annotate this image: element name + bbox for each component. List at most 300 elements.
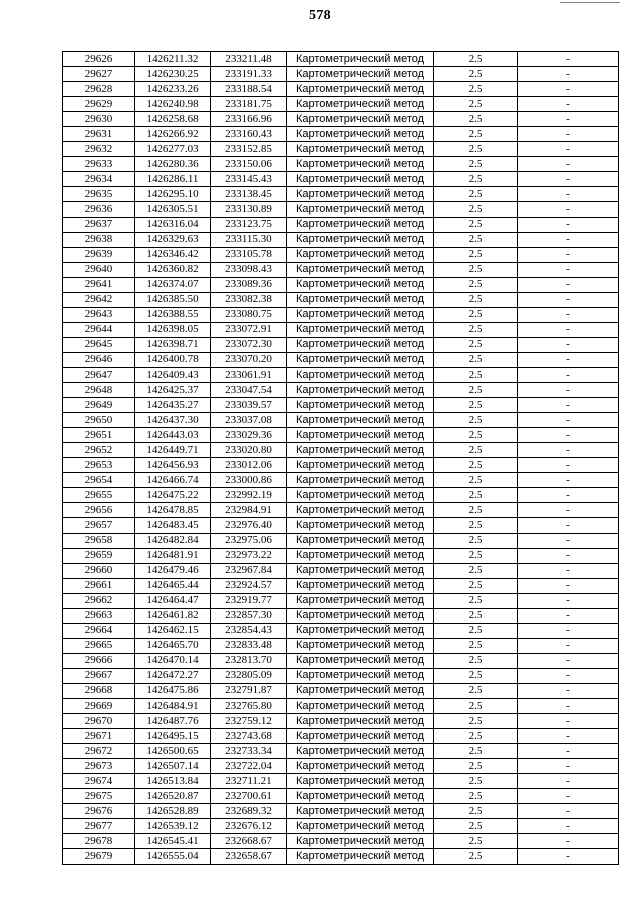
x-coordinate-cell: 1426449.71	[135, 443, 211, 458]
point-number-cell: 29636	[63, 202, 135, 217]
point-number-cell: 29648	[63, 383, 135, 398]
method-cell: Картометрический метод	[287, 443, 434, 458]
accuracy-cell: 2.5	[434, 428, 518, 443]
x-coordinate-cell: 1426329.63	[135, 232, 211, 247]
accuracy-cell: 2.5	[434, 232, 518, 247]
point-number-cell: 29643	[63, 307, 135, 322]
accuracy-cell: 2.5	[434, 638, 518, 653]
note-cell: -	[518, 112, 619, 127]
coordinates-table	[62, 51, 619, 865]
y-coordinate-cell: 233039.57	[211, 398, 287, 413]
point-number-cell: 29671	[63, 729, 135, 744]
point-number-cell: 29641	[63, 277, 135, 292]
table-row	[63, 127, 619, 142]
x-coordinate-cell: 1426277.03	[135, 142, 211, 157]
table-row	[63, 97, 619, 112]
point-number-cell: 29658	[63, 533, 135, 548]
method-cell: Картометрический метод	[287, 804, 434, 819]
note-cell: -	[518, 623, 619, 638]
point-number-cell: 29637	[63, 217, 135, 232]
y-coordinate-cell: 233115.30	[211, 232, 287, 247]
note-cell: -	[518, 563, 619, 578]
point-number-cell: 29653	[63, 458, 135, 473]
y-coordinate-cell: 232967.84	[211, 563, 287, 578]
point-number-cell: 29628	[63, 82, 135, 97]
method-cell: Картометрический метод	[287, 112, 434, 127]
accuracy-cell: 2.5	[434, 157, 518, 172]
table-row	[63, 217, 619, 232]
x-coordinate-cell: 1426385.50	[135, 292, 211, 307]
point-number-cell: 29655	[63, 488, 135, 503]
y-coordinate-cell: 232924.57	[211, 578, 287, 593]
method-cell: Картометрический метод	[287, 849, 434, 864]
y-coordinate-cell: 232854.43	[211, 623, 287, 638]
accuracy-cell: 2.5	[434, 804, 518, 819]
accuracy-cell: 2.5	[434, 67, 518, 82]
accuracy-cell: 2.5	[434, 774, 518, 789]
accuracy-cell: 2.5	[434, 744, 518, 759]
point-number-cell: 29662	[63, 593, 135, 608]
y-coordinate-cell: 233098.43	[211, 262, 287, 277]
note-cell: -	[518, 774, 619, 789]
accuracy-cell: 2.5	[434, 413, 518, 428]
accuracy-cell: 2.5	[434, 292, 518, 307]
method-cell: Картометрический метод	[287, 157, 434, 172]
note-cell: -	[518, 714, 619, 729]
note-cell: -	[518, 217, 619, 232]
table-row	[63, 112, 619, 127]
table-row	[63, 819, 619, 834]
x-coordinate-cell: 1426443.03	[135, 428, 211, 443]
y-coordinate-cell: 233020.80	[211, 443, 287, 458]
table-row	[63, 759, 619, 774]
method-cell: Картометрический метод	[287, 653, 434, 668]
point-number-cell: 29647	[63, 367, 135, 382]
y-coordinate-cell: 233089.36	[211, 277, 287, 292]
y-coordinate-cell: 232833.48	[211, 638, 287, 653]
y-coordinate-cell: 233037.08	[211, 413, 287, 428]
point-number-cell: 29630	[63, 112, 135, 127]
note-cell: -	[518, 699, 619, 714]
y-coordinate-cell: 232689.32	[211, 804, 287, 819]
accuracy-cell: 2.5	[434, 533, 518, 548]
accuracy-cell: 2.5	[434, 52, 518, 67]
method-cell: Картометрический метод	[287, 398, 434, 413]
x-coordinate-cell: 1426388.55	[135, 307, 211, 322]
table-row	[63, 638, 619, 653]
method-cell: Картометрический метод	[287, 142, 434, 157]
x-coordinate-cell: 1426481.91	[135, 548, 211, 563]
note-cell: -	[518, 789, 619, 804]
method-cell: Картометрический метод	[287, 744, 434, 759]
x-coordinate-cell: 1426305.51	[135, 202, 211, 217]
method-cell: Картометрический метод	[287, 548, 434, 563]
point-number-cell: 29659	[63, 548, 135, 563]
note-cell: -	[518, 413, 619, 428]
page-number: 578	[309, 8, 331, 23]
note-cell: -	[518, 849, 619, 864]
note-cell: -	[518, 578, 619, 593]
note-cell: -	[518, 67, 619, 82]
y-coordinate-cell: 232984.91	[211, 503, 287, 518]
y-coordinate-cell: 232975.06	[211, 533, 287, 548]
accuracy-cell: 2.5	[434, 548, 518, 563]
accuracy-cell: 2.5	[434, 187, 518, 202]
note-cell: -	[518, 819, 619, 834]
table-row	[63, 202, 619, 217]
method-cell: Картометрический метод	[287, 352, 434, 367]
point-number-cell: 29673	[63, 759, 135, 774]
table-row	[63, 337, 619, 352]
note-cell: -	[518, 834, 619, 849]
method-cell: Картометрический метод	[287, 638, 434, 653]
x-coordinate-cell: 1426478.85	[135, 503, 211, 518]
note-cell: -	[518, 277, 619, 292]
y-coordinate-cell: 233070.20	[211, 352, 287, 367]
y-coordinate-cell: 232722.04	[211, 759, 287, 774]
method-cell: Картометрический метод	[287, 563, 434, 578]
point-number-cell: 29674	[63, 774, 135, 789]
method-cell: Картометрический метод	[287, 488, 434, 503]
accuracy-cell: 2.5	[434, 367, 518, 382]
y-coordinate-cell: 233188.54	[211, 82, 287, 97]
y-coordinate-cell: 233072.91	[211, 322, 287, 337]
method-cell: Картометрический метод	[287, 307, 434, 322]
accuracy-cell: 2.5	[434, 352, 518, 367]
note-cell: -	[518, 352, 619, 367]
note-cell: -	[518, 262, 619, 277]
y-coordinate-cell: 233166.96	[211, 112, 287, 127]
note-cell: -	[518, 232, 619, 247]
y-coordinate-cell: 233012.06	[211, 458, 287, 473]
x-coordinate-cell: 1426500.65	[135, 744, 211, 759]
table-row	[63, 593, 619, 608]
point-number-cell: 29631	[63, 127, 135, 142]
point-number-cell: 29665	[63, 638, 135, 653]
table-row	[63, 232, 619, 247]
point-number-cell: 29649	[63, 398, 135, 413]
y-coordinate-cell: 232813.70	[211, 653, 287, 668]
x-coordinate-cell: 1426483.45	[135, 518, 211, 533]
point-number-cell: 29678	[63, 834, 135, 849]
accuracy-cell: 2.5	[434, 142, 518, 157]
y-coordinate-cell: 232700.61	[211, 789, 287, 804]
method-cell: Картометрический метод	[287, 683, 434, 698]
accuracy-cell: 2.5	[434, 172, 518, 187]
x-coordinate-cell: 1426240.98	[135, 97, 211, 112]
y-coordinate-cell: 232676.12	[211, 819, 287, 834]
note-cell: -	[518, 638, 619, 653]
point-number-cell: 29667	[63, 668, 135, 683]
y-coordinate-cell: 233130.89	[211, 202, 287, 217]
page-edge-line	[560, 2, 620, 3]
note-cell: -	[518, 668, 619, 683]
accuracy-cell: 2.5	[434, 458, 518, 473]
method-cell: Картометрический метод	[287, 533, 434, 548]
method-cell: Картометрический метод	[287, 714, 434, 729]
point-number-cell: 29677	[63, 819, 135, 834]
y-coordinate-cell: 233061.91	[211, 367, 287, 382]
point-number-cell: 29670	[63, 714, 135, 729]
x-coordinate-cell: 1426472.27	[135, 668, 211, 683]
accuracy-cell: 2.5	[434, 819, 518, 834]
x-coordinate-cell: 1426258.68	[135, 112, 211, 127]
note-cell: -	[518, 759, 619, 774]
point-number-cell: 29679	[63, 849, 135, 864]
note-cell: -	[518, 683, 619, 698]
table-row	[63, 653, 619, 668]
table-row	[63, 247, 619, 262]
y-coordinate-cell: 233080.75	[211, 307, 287, 322]
point-number-cell: 29676	[63, 804, 135, 819]
method-cell: Картометрический метод	[287, 82, 434, 97]
accuracy-cell: 2.5	[434, 563, 518, 578]
point-number-cell: 29666	[63, 653, 135, 668]
y-coordinate-cell: 232711.21	[211, 774, 287, 789]
method-cell: Картометрический метод	[287, 593, 434, 608]
method-cell: Картометрический метод	[287, 608, 434, 623]
note-cell: -	[518, 443, 619, 458]
method-cell: Картометрический метод	[287, 172, 434, 187]
note-cell: -	[518, 142, 619, 157]
y-coordinate-cell: 232976.40	[211, 518, 287, 533]
table-row	[63, 172, 619, 187]
table-row	[63, 533, 619, 548]
y-coordinate-cell: 233138.45	[211, 187, 287, 202]
y-coordinate-cell: 233029.36	[211, 428, 287, 443]
x-coordinate-cell: 1426435.27	[135, 398, 211, 413]
method-cell: Картометрический метод	[287, 458, 434, 473]
point-number-cell: 29640	[63, 262, 135, 277]
point-number-cell: 29650	[63, 413, 135, 428]
method-cell: Картометрический метод	[287, 503, 434, 518]
method-cell: Картометрический метод	[287, 52, 434, 67]
point-number-cell: 29669	[63, 699, 135, 714]
y-coordinate-cell: 233145.43	[211, 172, 287, 187]
table-row	[63, 82, 619, 97]
point-number-cell: 29638	[63, 232, 135, 247]
method-cell: Картометрический метод	[287, 819, 434, 834]
note-cell: -	[518, 398, 619, 413]
table-row	[63, 729, 619, 744]
x-coordinate-cell: 1426425.37	[135, 383, 211, 398]
table-row	[63, 277, 619, 292]
accuracy-cell: 2.5	[434, 668, 518, 683]
method-cell: Картометрический метод	[287, 789, 434, 804]
table-row	[63, 849, 619, 864]
method-cell: Картометрический метод	[287, 322, 434, 337]
accuracy-cell: 2.5	[434, 653, 518, 668]
x-coordinate-cell: 1426346.42	[135, 247, 211, 262]
point-number-cell: 29632	[63, 142, 135, 157]
table-row	[63, 623, 619, 638]
coordinates-table-body	[63, 52, 619, 865]
point-number-cell: 29675	[63, 789, 135, 804]
x-coordinate-cell: 1426528.89	[135, 804, 211, 819]
y-coordinate-cell: 233181.75	[211, 97, 287, 112]
note-cell: -	[518, 97, 619, 112]
point-number-cell: 29646	[63, 352, 135, 367]
point-number-cell: 29633	[63, 157, 135, 172]
y-coordinate-cell: 233160.43	[211, 127, 287, 142]
x-coordinate-cell: 1426409.43	[135, 367, 211, 382]
accuracy-cell: 2.5	[434, 97, 518, 112]
point-number-cell: 29657	[63, 518, 135, 533]
note-cell: -	[518, 428, 619, 443]
x-coordinate-cell: 1426211.32	[135, 52, 211, 67]
table-row	[63, 563, 619, 578]
note-cell: -	[518, 503, 619, 518]
point-number-cell: 29626	[63, 52, 135, 67]
table-row	[63, 578, 619, 593]
table-row	[63, 488, 619, 503]
accuracy-cell: 2.5	[434, 202, 518, 217]
x-coordinate-cell: 1426280.36	[135, 157, 211, 172]
point-number-cell: 29639	[63, 247, 135, 262]
note-cell: -	[518, 729, 619, 744]
table-row	[63, 683, 619, 698]
method-cell: Картометрический метод	[287, 247, 434, 262]
x-coordinate-cell: 1426437.30	[135, 413, 211, 428]
table-row	[63, 322, 619, 337]
table-row	[63, 744, 619, 759]
x-coordinate-cell: 1426545.41	[135, 834, 211, 849]
x-coordinate-cell: 1426398.71	[135, 337, 211, 352]
method-cell: Картометрический метод	[287, 413, 434, 428]
table-row	[63, 608, 619, 623]
method-cell: Картометрический метод	[287, 623, 434, 638]
note-cell: -	[518, 458, 619, 473]
point-number-cell: 29663	[63, 608, 135, 623]
table-row	[63, 714, 619, 729]
accuracy-cell: 2.5	[434, 488, 518, 503]
point-number-cell: 29645	[63, 337, 135, 352]
method-cell: Картометрический метод	[287, 292, 434, 307]
accuracy-cell: 2.5	[434, 503, 518, 518]
x-coordinate-cell: 1426520.87	[135, 789, 211, 804]
x-coordinate-cell: 1426456.93	[135, 458, 211, 473]
x-coordinate-cell: 1426295.10	[135, 187, 211, 202]
accuracy-cell: 2.5	[434, 277, 518, 292]
x-coordinate-cell: 1426266.92	[135, 127, 211, 142]
x-coordinate-cell: 1426470.14	[135, 653, 211, 668]
note-cell: -	[518, 488, 619, 503]
accuracy-cell: 2.5	[434, 789, 518, 804]
x-coordinate-cell: 1426462.15	[135, 623, 211, 638]
y-coordinate-cell: 233000.86	[211, 473, 287, 488]
y-coordinate-cell: 232743.68	[211, 729, 287, 744]
x-coordinate-cell: 1426487.76	[135, 714, 211, 729]
note-cell: -	[518, 367, 619, 382]
point-number-cell: 29642	[63, 292, 135, 307]
table-row	[63, 834, 619, 849]
accuracy-cell: 2.5	[434, 849, 518, 864]
x-coordinate-cell: 1426360.82	[135, 262, 211, 277]
method-cell: Картометрический метод	[287, 202, 434, 217]
accuracy-cell: 2.5	[434, 578, 518, 593]
table-row	[63, 548, 619, 563]
table-row	[63, 52, 619, 67]
method-cell: Картометрический метод	[287, 578, 434, 593]
accuracy-cell: 2.5	[434, 473, 518, 488]
method-cell: Картометрический метод	[287, 367, 434, 382]
y-coordinate-cell: 232658.67	[211, 849, 287, 864]
accuracy-cell: 2.5	[434, 247, 518, 262]
x-coordinate-cell: 1426230.25	[135, 67, 211, 82]
table-row	[63, 774, 619, 789]
y-coordinate-cell: 232759.12	[211, 714, 287, 729]
accuracy-cell: 2.5	[434, 714, 518, 729]
accuracy-cell: 2.5	[434, 307, 518, 322]
y-coordinate-cell: 232919.77	[211, 593, 287, 608]
x-coordinate-cell: 1426513.84	[135, 774, 211, 789]
note-cell: -	[518, 307, 619, 322]
y-coordinate-cell: 232973.22	[211, 548, 287, 563]
y-coordinate-cell: 233105.78	[211, 247, 287, 262]
point-number-cell: 29661	[63, 578, 135, 593]
table-row	[63, 668, 619, 683]
accuracy-cell: 2.5	[434, 443, 518, 458]
note-cell: -	[518, 383, 619, 398]
accuracy-cell: 2.5	[434, 337, 518, 352]
x-coordinate-cell: 1426479.46	[135, 563, 211, 578]
y-coordinate-cell: 232733.34	[211, 744, 287, 759]
method-cell: Картометрический метод	[287, 232, 434, 247]
table-row	[63, 413, 619, 428]
accuracy-cell: 2.5	[434, 623, 518, 638]
point-number-cell: 29660	[63, 563, 135, 578]
accuracy-cell: 2.5	[434, 593, 518, 608]
method-cell: Картометрический метод	[287, 428, 434, 443]
table-row	[63, 157, 619, 172]
accuracy-cell: 2.5	[434, 127, 518, 142]
y-coordinate-cell: 232992.19	[211, 488, 287, 503]
table-row	[63, 699, 619, 714]
table-row	[63, 262, 619, 277]
point-number-cell: 29651	[63, 428, 135, 443]
method-cell: Картометрический метод	[287, 127, 434, 142]
table-row	[63, 789, 619, 804]
table-row	[63, 458, 619, 473]
note-cell: -	[518, 804, 619, 819]
method-cell: Картометрический метод	[287, 217, 434, 232]
note-cell: -	[518, 82, 619, 97]
accuracy-cell: 2.5	[434, 834, 518, 849]
x-coordinate-cell: 1426484.91	[135, 699, 211, 714]
method-cell: Картометрический метод	[287, 337, 434, 352]
table-row	[63, 503, 619, 518]
note-cell: -	[518, 187, 619, 202]
note-cell: -	[518, 247, 619, 262]
accuracy-cell: 2.5	[434, 518, 518, 533]
note-cell: -	[518, 473, 619, 488]
method-cell: Картометрический метод	[287, 729, 434, 744]
table-row	[63, 473, 619, 488]
method-cell: Картометрический метод	[287, 518, 434, 533]
method-cell: Картометрический метод	[287, 187, 434, 202]
method-cell: Картометрический метод	[287, 473, 434, 488]
accuracy-cell: 2.5	[434, 322, 518, 337]
accuracy-cell: 2.5	[434, 729, 518, 744]
point-number-cell: 29668	[63, 683, 135, 698]
table-row	[63, 352, 619, 367]
table-row	[63, 367, 619, 382]
accuracy-cell: 2.5	[434, 759, 518, 774]
point-number-cell: 29627	[63, 67, 135, 82]
y-coordinate-cell: 232765.80	[211, 699, 287, 714]
note-cell: -	[518, 322, 619, 337]
y-coordinate-cell: 233123.75	[211, 217, 287, 232]
